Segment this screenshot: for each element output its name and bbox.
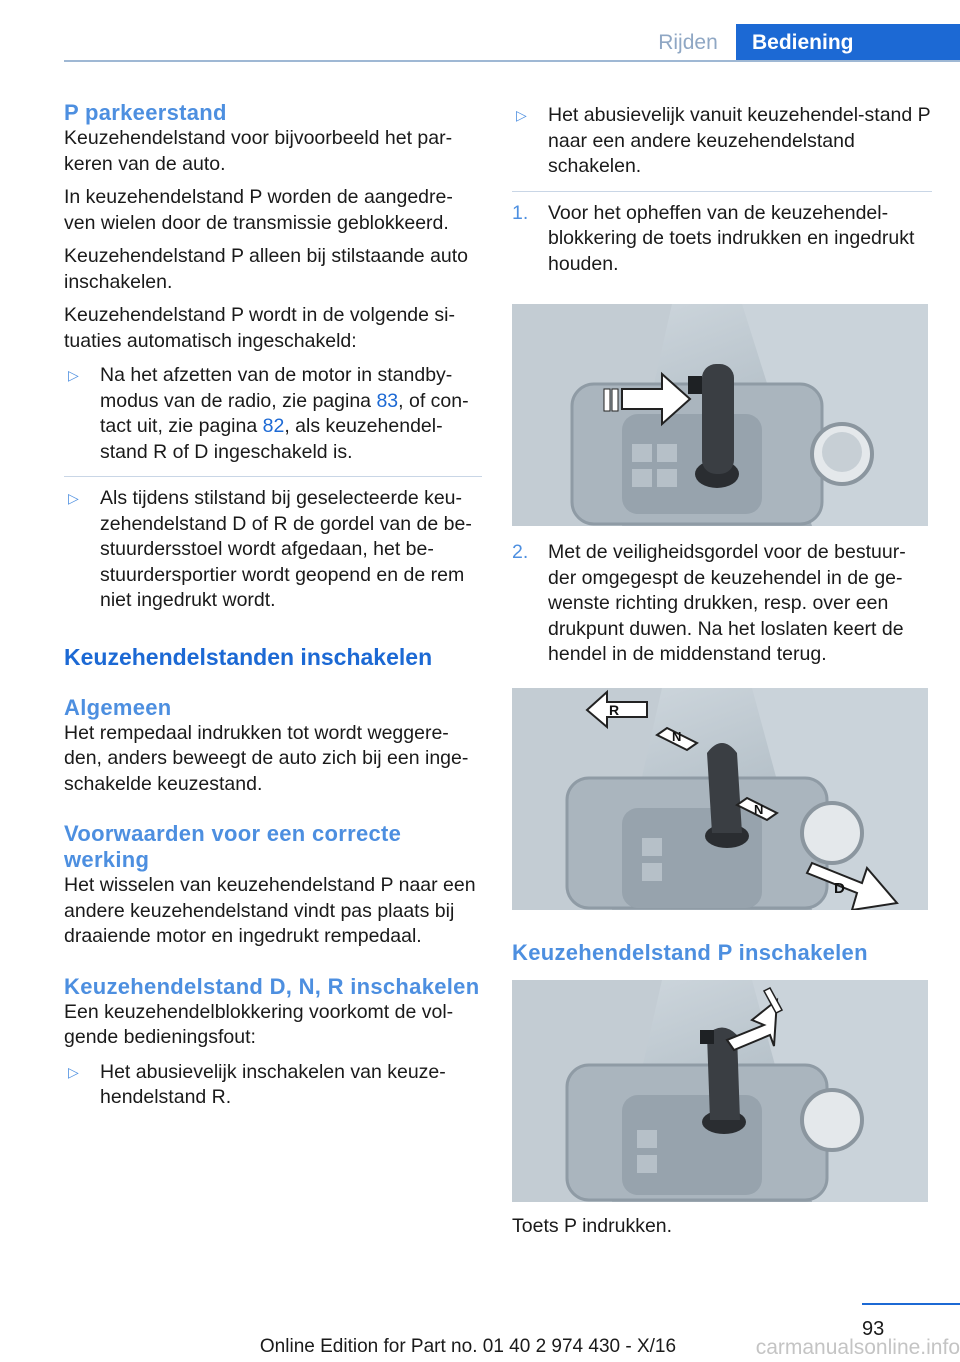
dnr-heading: Keuzehendelstand D, N, R inschakelen [64,973,480,999]
step-number: 1. [512,201,529,224]
triangle-bullet-icon: ▷ [68,1063,79,1080]
algemeen-para: Het rempedaal indrukken tot wordt weggere-den, anders beweegt de auto zich bij een inge-schakelde keuzestand. [64,721,469,795]
triangle-bullet-icon: ▷ [516,107,527,123]
p-parkeerstand-heading: P parkeerstand [64,100,227,125]
watermark: carmanualsonline.info [755,1336,960,1359]
dnr-para: Een keuzehendelblokkering voorkomt de vol-gende bedieningsfout: [64,1000,454,1048]
section-title: Keuzehendelstanden inschakelen [64,643,433,670]
gear-selector-photo-unlock [512,304,928,526]
label-r: R [609,701,620,718]
p-inschakelen-heading: Keuzehendelstand P inschakelen [512,939,868,965]
voorwaarden-heading: Voorwaarden voor een correcte werking [64,821,402,872]
page-number: 93 [862,1318,885,1340]
p-para-3: Keuzehendelstand P alleen bij stilstaande auto inschakelen. [64,245,469,293]
header-rule [64,60,960,62]
tab-rijden[interactable]: Rijden [658,31,718,54]
label-n-top: N [672,728,682,744]
left-column [64,100,482,1122]
p-para-1: Keuzehendelstand voor bijvoorbeeld het par-keren van de auto. [64,127,453,175]
edition-footer: Online Edition for Part no. 01 40 2 974 430 - X/16 [259,1336,677,1357]
step-1: 1. Voor het opheffen van de keuzehendel-blokkering de toets indrukken en ingedrukt houden. [512,192,932,289]
voorwaarden-para: Het wisselen van keuzehendelstand P naar een andere keuzehendelstand vindt pas plaats bij draaiende motor en ingedrukt rempedaal. [64,874,476,947]
tab-bediening[interactable]: Bediening [736,24,960,62]
p-para-2: In keuzehendelstand P worden de aangedre-ven wielen door de transmissie geblokkeerd. [64,186,453,234]
right-column [512,100,932,1239]
list-item: ▷ Als tijdens stilstand bij geselecteerde keu-zehendelstand D of R de gordel van de be-stuurdersstoel wordt afgedaan, het be-stuurdersportier wordt geopend en de rem niet ingedrukt wordt. [64,477,482,625]
gear-selector-photo-directions [512,688,928,910]
gear-selector-photo-park [512,980,928,1202]
triangle-bullet-icon: ▷ [68,367,79,383]
algemeen-heading: Algemeen [64,694,172,720]
page-link-83[interactable]: 83 [376,389,399,412]
step-number: 2. [512,541,529,563]
list-item: ▷ Na het afzetten van de motor in standby-modus van de radio, zie pagina 83, of con-tact uit, zie pagina 82, als keuzehendel-stand R of D ingeschakeld is. [64,354,482,477]
triangle-bullet-icon: ▷ [68,490,79,506]
label-d: D [834,879,845,897]
list-item: ▷ Het abusievelijk inschakelen van keuze-hendelstand R. [64,1051,482,1122]
caption: Toets P indrukken. [512,1214,673,1237]
page-link-82[interactable]: 82 [262,415,285,437]
step-2: 2. Met de veiligheidsgordel voor de bestuur-der omgegespt de keuzehendel in de ge-wenste richting drukken, resp. over een drukpunt duwen. Na het loslaten keert de hendel in de middenstand terug. [512,526,932,679]
footer-rule [862,1303,960,1305]
list-item: ▷ Het abusievelijk vanuit keuzehendel-stand P naar een andere keuzehendelstand schakelen. [512,100,932,192]
p-para-4: Keuzehendelstand P wordt in de volgende si-tuaties automatisch ingeschakeld: [64,304,455,352]
label-n-bottom: N [754,801,764,817]
